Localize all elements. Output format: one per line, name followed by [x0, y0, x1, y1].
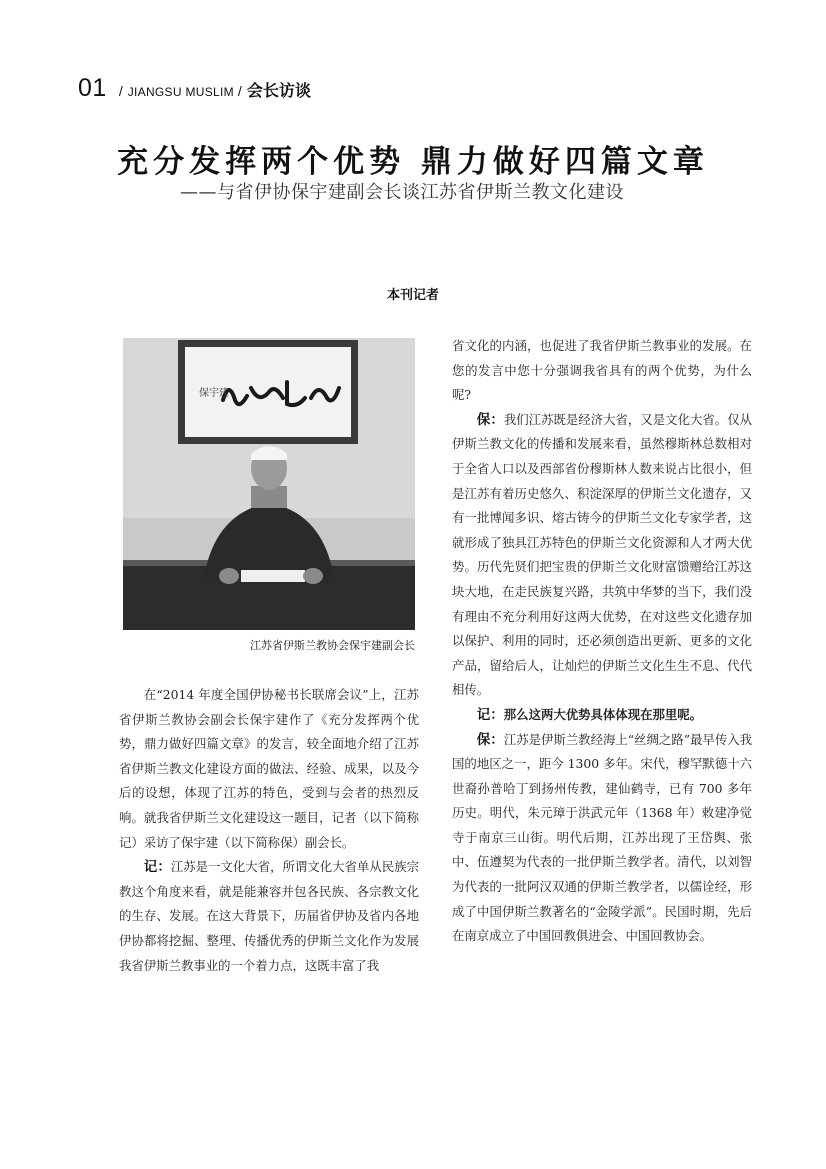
question-paragraph [452, 703, 752, 728]
page-number: 01 [78, 74, 107, 102]
speaker-label: 记： [143, 859, 171, 876]
speaker-label: 保： [476, 731, 504, 748]
answer-text: 我们江苏既是经济大省，又是文化大省。仅从伊斯兰教文化的传播和发展来看，虽然穆斯林总数相对于全省人口以及西部省份穆斯林人数来说占比很小，但是江苏有着历史悠久、积淀深厚的伊斯兰文化遗存，又有一批博闻多识、熔古铸今的伊斯兰文化专家学者，这就形成了独具江苏特色的伊斯兰文化资源和人才两大优势。历代先贤们把宝贵的伊斯兰文化财富馈赠给江苏这块大地，在走民族复兴路，共筑中华梦的当下，我们没有理由不充分利用好这两大优势，在对这些文化遗存加以保护、利用的同时，还必须创造出更新、更多的文化产品，留给后人，让灿烂的伊斯兰文化生生不息、代代相传。 [452, 411, 753, 698]
question-text: 那么这两大优势具体体现在那里呢。 [503, 706, 703, 722]
answer-paragraph [452, 408, 752, 703]
answer-text: 江苏是伊斯兰教经海上“丝绸之路”最早传入我国的地区之一，距今 1300 多年。宋代，穆罕默德十六世裔孙普哈丁到扬州传教，建仙鹤寺，已有 700 多年历史。明代，朱元璋于洪武元年（1368 年）敕建净觉寺于南京三山街。明代后期，江苏出现了王岱舆、张中、伍遵契为代表的一批伊斯兰教学者。清代，以刘智为代表的一批阿汉双通的伊斯兰教学者，以儒诠经，形成了中国伊斯兰教著名的“金陵学派”。民国时期，先后在南京成立了中国回教俱进会、中国回教协会。 [452, 731, 753, 944]
speaker-label: 保： [476, 411, 504, 428]
page-header [78, 74, 311, 104]
calligraphy-signature: 保宇建 [199, 388, 229, 399]
intro-paragraph: 在“2014 年度全国伊协秘书长联席会议”上，江苏省伊斯兰教协会副会长保宇建作了《充分发挥两个优势，鼎力做好四篇文章》的发言，较全面地介绍了江苏省伊斯兰教文化建设方面的做法、经验、成果，以及今后的设想，体现了江苏的特色，受到与会者的热烈反响。就我省伊斯兰文化建设这一题目，记者（以下简称记）采访了保宇建（以下简称保）副会长。 [119, 687, 419, 850]
section-name: 会长访谈 [246, 81, 311, 100]
interview-photo [123, 338, 415, 630]
magazine-name: JIANGSU MUSLIM [127, 85, 234, 99]
speaker-label: 记： [476, 706, 504, 723]
separator: / [118, 83, 123, 99]
photo-caption: 江苏省伊斯兰教协会保宇建副会长 [250, 639, 415, 652]
answer-paragraph [452, 728, 752, 949]
column-right [452, 334, 752, 949]
article-title: 充分发挥两个优势 鼎力做好四篇文章 [117, 144, 709, 180]
question-text: 江苏是一文化大省，所谓文化大省单从民族宗教这个角度来看，就是能兼容并包各民族、各宗教文化的生存、发展。在这大背景下，历届省伊协及省内各地伊协都将挖掘、整理、传播优秀的伊斯兰文化作为发展我省伊斯兰教事业的一个着力点，这既丰富了我 [119, 859, 420, 973]
column-left [119, 683, 419, 978]
question-paragraph [119, 855, 419, 978]
question-continuation: 省文化的内涵，也促进了我省伊斯兰教事业的发展。在您的发言中您十分强调我省具有的两个优势，为什么呢? [452, 338, 752, 403]
separator: / [237, 83, 242, 99]
article-subtitle: ——与省伊协保宇建副会长谈江苏省伊斯兰教文化建设 [180, 182, 624, 203]
byline: 本刊记者 [386, 288, 439, 303]
